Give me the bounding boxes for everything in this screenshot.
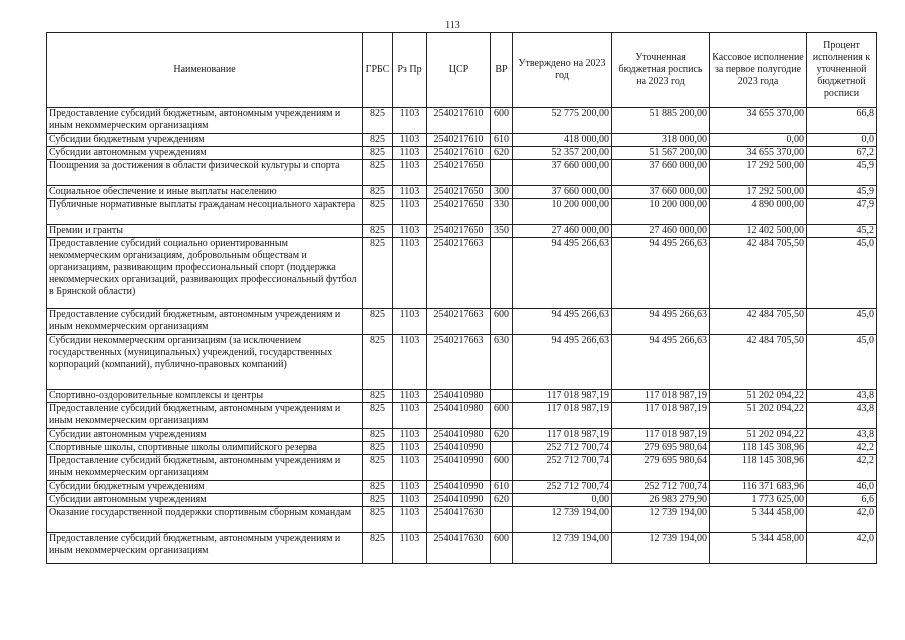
cell-grbs: 825 — [363, 390, 393, 403]
cell-approved: 94 495 266,63 — [513, 309, 612, 335]
cell-rzpr: 1103 — [393, 309, 427, 335]
cell-percent: 43,8 — [807, 429, 877, 442]
cell-rzpr: 1103 — [393, 481, 427, 494]
cell-vr: 600 — [491, 108, 513, 134]
cell-name: Субсидии бюджетным учреждениям — [47, 134, 363, 147]
cell-vr — [491, 507, 513, 533]
cell-csr: 2540217663 — [427, 335, 491, 390]
cell-name: Субсидии автономным учреждениям — [47, 147, 363, 160]
cell-refined: 252 712 700,74 — [612, 481, 710, 494]
cell-executed: 51 202 094,22 — [710, 390, 807, 403]
table-row — [47, 309, 877, 335]
cell-rzpr: 1103 — [393, 455, 427, 481]
table-row — [47, 455, 877, 481]
cell-grbs: 825 — [363, 494, 393, 507]
page-number: 113 — [445, 20, 460, 31]
cell-approved: 117 018 987,19 — [513, 390, 612, 403]
cell-vr: 350 — [491, 225, 513, 238]
cell-approved: 94 495 266,63 — [513, 238, 612, 309]
table-row — [47, 238, 877, 309]
cell-refined: 37 660 000,00 — [612, 186, 710, 199]
cell-grbs: 825 — [363, 507, 393, 533]
cell-executed: 34 655 370,00 — [710, 147, 807, 160]
cell-csr: 2540410980 — [427, 403, 491, 429]
cell-csr: 2540410990 — [427, 494, 491, 507]
cell-name: Оказание государственной поддержки спортивным сборным командам — [47, 507, 363, 533]
cell-executed: 34 655 370,00 — [710, 108, 807, 134]
cell-grbs: 825 — [363, 335, 393, 390]
cell-name: Предоставление субсидий бюджетным, автономным учреждениям и иным некоммерческим организациям — [47, 309, 363, 335]
cell-refined: 117 018 987,19 — [612, 390, 710, 403]
cell-vr: 630 — [491, 335, 513, 390]
cell-percent: 42,0 — [807, 507, 877, 533]
cell-csr: 2540410990 — [427, 455, 491, 481]
cell-approved: 27 460 000,00 — [513, 225, 612, 238]
cell-percent: 43,8 — [807, 390, 877, 403]
header-csr: ЦСР — [427, 33, 491, 108]
cell-executed: 51 202 094,22 — [710, 403, 807, 429]
cell-refined: 318 000,00 — [612, 134, 710, 147]
cell-approved: 12 739 194,00 — [513, 507, 612, 533]
cell-percent: 66,8 — [807, 108, 877, 134]
cell-refined: 94 495 266,63 — [612, 238, 710, 309]
cell-percent: 42,2 — [807, 455, 877, 481]
table-row — [47, 429, 877, 442]
cell-name: Предоставление субсидий бюджетным, автономным учреждениям и иным некоммерческим организациям — [47, 455, 363, 481]
cell-executed: 118 145 308,96 — [710, 455, 807, 481]
cell-vr: 330 — [491, 199, 513, 225]
cell-percent: 45,9 — [807, 160, 877, 186]
cell-rzpr: 1103 — [393, 147, 427, 160]
table-row — [47, 442, 877, 455]
cell-refined: 26 983 279,90 — [612, 494, 710, 507]
cell-csr: 2540417630 — [427, 533, 491, 564]
cell-name: Субсидии автономным учреждениям — [47, 494, 363, 507]
cell-name: Субсидии автономным учреждениям — [47, 429, 363, 442]
cell-name: Субсидии некоммерческим организациям (за исключением государственных (муниципальных) учреждений, государственных корпораций (компаний), публично-правовых компаний) — [47, 335, 363, 390]
cell-executed: 118 145 308,96 — [710, 442, 807, 455]
header-name: Наименование — [47, 33, 363, 108]
cell-grbs: 825 — [363, 429, 393, 442]
cell-executed: 51 202 094,22 — [710, 429, 807, 442]
cell-approved: 37 660 000,00 — [513, 186, 612, 199]
cell-csr: 2540217610 — [427, 108, 491, 134]
cell-vr — [491, 390, 513, 403]
cell-approved: 252 712 700,74 — [513, 442, 612, 455]
cell-rzpr: 1103 — [393, 134, 427, 147]
cell-rzpr: 1103 — [393, 533, 427, 564]
cell-approved: 252 712 700,74 — [513, 481, 612, 494]
cell-refined: 279 695 980,64 — [612, 442, 710, 455]
cell-grbs: 825 — [363, 108, 393, 134]
cell-executed: 5 344 458,00 — [710, 533, 807, 564]
cell-percent: 42,2 — [807, 442, 877, 455]
table-row — [47, 186, 877, 199]
cell-name: Предоставление субсидий социально ориентированным некоммерческим организациям, добровольным обществам и организациям, развивающим профессиональный спорт (поддержка некоммерческих организаций, развивающих профессиональный футбол в Брянской области) — [47, 238, 363, 309]
cell-approved: 12 739 194,00 — [513, 533, 612, 564]
cell-percent: 42,0 — [807, 533, 877, 564]
cell-grbs: 825 — [363, 160, 393, 186]
table-body — [47, 108, 877, 564]
cell-rzpr: 1103 — [393, 390, 427, 403]
cell-refined: 279 695 980,64 — [612, 455, 710, 481]
cell-executed: 17 292 500,00 — [710, 186, 807, 199]
cell-name: Предоставление субсидий бюджетным, автономным учреждениям и иным некоммерческим организациям — [47, 403, 363, 429]
table-row — [47, 134, 877, 147]
cell-csr: 2540410980 — [427, 390, 491, 403]
header-grbs: ГРБС — [363, 33, 393, 108]
cell-csr: 2540410980 — [427, 429, 491, 442]
cell-grbs: 825 — [363, 455, 393, 481]
cell-executed: 116 371 683,96 — [710, 481, 807, 494]
cell-rzpr: 1103 — [393, 199, 427, 225]
cell-approved: 0,00 — [513, 494, 612, 507]
cell-percent: 0,0 — [807, 134, 877, 147]
cell-executed: 5 344 458,00 — [710, 507, 807, 533]
cell-grbs: 825 — [363, 403, 393, 429]
cell-csr: 2540217650 — [427, 160, 491, 186]
cell-name: Спортивные школы, спортивные школы олимпийского резерва — [47, 442, 363, 455]
header-row — [47, 33, 877, 108]
cell-approved: 117 018 987,19 — [513, 429, 612, 442]
cell-name: Предоставление субсидий бюджетным, автономным учреждениям и иным некоммерческим организациям — [47, 533, 363, 564]
cell-executed: 1 773 625,00 — [710, 494, 807, 507]
cell-csr: 2540410990 — [427, 442, 491, 455]
cell-approved: 52 357 200,00 — [513, 147, 612, 160]
cell-csr: 2540217610 — [427, 147, 491, 160]
cell-approved: 252 712 700,74 — [513, 455, 612, 481]
cell-percent: 46,0 — [807, 481, 877, 494]
cell-vr: 600 — [491, 403, 513, 429]
cell-executed: 42 484 705,50 — [710, 335, 807, 390]
cell-vr: 620 — [491, 494, 513, 507]
cell-executed: 0,00 — [710, 134, 807, 147]
cell-vr: 610 — [491, 481, 513, 494]
cell-name: Субсидии бюджетным учреждениям — [47, 481, 363, 494]
cell-vr — [491, 160, 513, 186]
cell-executed: 17 292 500,00 — [710, 160, 807, 186]
cell-vr: 600 — [491, 455, 513, 481]
cell-csr: 2540217663 — [427, 238, 491, 309]
cell-percent: 45,9 — [807, 186, 877, 199]
cell-percent: 45,0 — [807, 309, 877, 335]
cell-refined: 117 018 987,19 — [612, 403, 710, 429]
cell-name: Поощрения за достижения в области физической культуры и спорта — [47, 160, 363, 186]
cell-refined: 12 739 194,00 — [612, 533, 710, 564]
cell-grbs: 825 — [363, 481, 393, 494]
cell-executed: 4 890 000,00 — [710, 199, 807, 225]
header-executed: Кассовое исполнение за первое полугодие 2023 года — [710, 33, 807, 108]
header-vr: ВР — [491, 33, 513, 108]
cell-percent: 43,8 — [807, 403, 877, 429]
cell-refined: 51 567 200,00 — [612, 147, 710, 160]
cell-percent: 45,2 — [807, 225, 877, 238]
cell-csr: 2540217650 — [427, 225, 491, 238]
header-approved: Утверждено на 2023 год — [513, 33, 612, 108]
cell-rzpr: 1103 — [393, 238, 427, 309]
cell-grbs: 825 — [363, 134, 393, 147]
table-row — [47, 108, 877, 134]
cell-grbs: 825 — [363, 199, 393, 225]
cell-rzpr: 1103 — [393, 108, 427, 134]
table-row — [47, 494, 877, 507]
cell-name: Публичные нормативные выплаты гражданам несоциального характера — [47, 199, 363, 225]
table-row — [47, 160, 877, 186]
cell-vr: 620 — [491, 429, 513, 442]
cell-csr: 2540217663 — [427, 309, 491, 335]
cell-name: Спортивно-оздоровительные комплексы и центры — [47, 390, 363, 403]
cell-grbs: 825 — [363, 225, 393, 238]
cell-csr: 2540217610 — [427, 134, 491, 147]
cell-percent: 47,9 — [807, 199, 877, 225]
cell-refined: 37 660 000,00 — [612, 160, 710, 186]
cell-rzpr: 1103 — [393, 494, 427, 507]
cell-vr: 610 — [491, 134, 513, 147]
table-row — [47, 225, 877, 238]
cell-percent: 45,0 — [807, 238, 877, 309]
cell-rzpr: 1103 — [393, 225, 427, 238]
header-percent: Процент исполнения к уточненной бюджетной росписи — [807, 33, 877, 108]
cell-executed: 12 402 500,00 — [710, 225, 807, 238]
cell-name: Премии и гранты — [47, 225, 363, 238]
cell-approved: 418 000,00 — [513, 134, 612, 147]
cell-rzpr: 1103 — [393, 442, 427, 455]
cell-executed: 42 484 705,50 — [710, 309, 807, 335]
table-row — [47, 507, 877, 533]
cell-rzpr: 1103 — [393, 507, 427, 533]
cell-csr: 2540217650 — [427, 186, 491, 199]
cell-vr — [491, 442, 513, 455]
cell-vr: 620 — [491, 147, 513, 160]
cell-vr — [491, 238, 513, 309]
cell-rzpr: 1103 — [393, 429, 427, 442]
cell-grbs: 825 — [363, 533, 393, 564]
cell-csr: 2540410990 — [427, 481, 491, 494]
cell-grbs: 825 — [363, 309, 393, 335]
cell-grbs: 825 — [363, 442, 393, 455]
cell-grbs: 825 — [363, 186, 393, 199]
cell-name: Социальное обеспечение и иные выплаты населению — [47, 186, 363, 199]
cell-vr: 600 — [491, 309, 513, 335]
cell-rzpr: 1103 — [393, 335, 427, 390]
cell-rzpr: 1103 — [393, 160, 427, 186]
cell-grbs: 825 — [363, 238, 393, 309]
cell-vr: 300 — [491, 186, 513, 199]
header-refined: Уточненная бюджетная роспись на 2023 год — [612, 33, 710, 108]
cell-refined: 94 495 266,63 — [612, 335, 710, 390]
cell-refined: 27 460 000,00 — [612, 225, 710, 238]
cell-approved: 10 200 000,00 — [513, 199, 612, 225]
cell-approved: 94 495 266,63 — [513, 335, 612, 390]
table-row — [47, 335, 877, 390]
cell-csr: 2540417630 — [427, 507, 491, 533]
cell-grbs: 825 — [363, 147, 393, 160]
cell-refined: 51 885 200,00 — [612, 108, 710, 134]
cell-refined: 94 495 266,63 — [612, 309, 710, 335]
table-row — [47, 199, 877, 225]
header-rzpr: Рз Пр — [393, 33, 427, 108]
budget-table — [46, 32, 877, 564]
cell-vr: 600 — [491, 533, 513, 564]
table-row — [47, 390, 877, 403]
cell-rzpr: 1103 — [393, 403, 427, 429]
cell-refined: 117 018 987,19 — [612, 429, 710, 442]
cell-rzpr: 1103 — [393, 186, 427, 199]
cell-percent: 6,6 — [807, 494, 877, 507]
table-row — [47, 481, 877, 494]
cell-refined: 10 200 000,00 — [612, 199, 710, 225]
cell-name: Предоставление субсидий бюджетным, автономным учреждениям и иным некоммерческим организациям — [47, 108, 363, 134]
cell-percent: 67,2 — [807, 147, 877, 160]
cell-percent: 45,0 — [807, 335, 877, 390]
cell-approved: 117 018 987,19 — [513, 403, 612, 429]
cell-executed: 42 484 705,50 — [710, 238, 807, 309]
table-row — [47, 147, 877, 160]
cell-approved: 52 775 200,00 — [513, 108, 612, 134]
cell-csr: 2540217650 — [427, 199, 491, 225]
cell-approved: 37 660 000,00 — [513, 160, 612, 186]
table-row — [47, 533, 877, 564]
table-row — [47, 403, 877, 429]
cell-refined: 12 739 194,00 — [612, 507, 710, 533]
